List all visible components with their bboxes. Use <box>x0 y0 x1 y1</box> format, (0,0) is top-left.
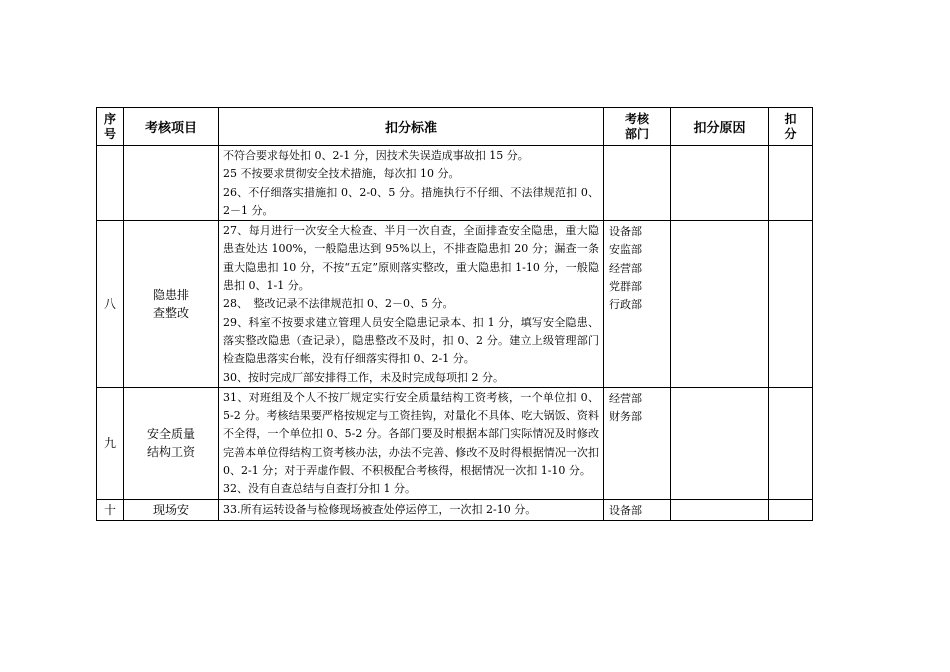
cell-standard <box>219 499 604 520</box>
standard-clause: 28、 整改记录不法律规范扣 0、2－0、5 分。 <box>223 297 454 311</box>
cell-seq <box>97 146 124 221</box>
standard-clause: 26、不仔细落实措施扣 0、2-0、5 分。措施执行不仔细、不法律规范扣 0、2－1 分。 <box>223 185 599 217</box>
cell-item: 隐患排 查整改 <box>124 221 219 388</box>
standard-clause: 32、没有自查总结与自查打分扣 1 分。 <box>223 482 416 496</box>
cell-dept <box>604 387 671 499</box>
dept-name: 行政部 <box>609 298 642 312</box>
cell-item: 安全质量 结构工资 <box>124 387 219 499</box>
cell-score[interactable] <box>769 499 813 520</box>
cell-seq: 九 <box>97 387 124 499</box>
header-item: 考核项目 <box>124 108 219 146</box>
assessment-table <box>96 107 813 521</box>
header-row <box>97 108 813 146</box>
cell-score[interactable] <box>769 387 813 499</box>
dept-name: 财务部 <box>609 410 642 424</box>
header-seq: 序 号 <box>97 108 124 146</box>
standard-clause: 27、每月进行一次安全大检查、半月一次自查，全面排查安全隐患，重大隐患查处达 100%，一般隐患达到 95%以上，不排查隐患扣 20 分；漏查一条重大隐患扣 10 分，不按“五定”原则落实整改，重大隐患扣 1-10 分，一般隐患扣 0、1-1 分。 <box>223 224 599 293</box>
table-row <box>97 387 813 499</box>
cell-score[interactable] <box>769 146 813 221</box>
cell-reason[interactable] <box>671 221 769 388</box>
cell-score[interactable] <box>769 221 813 388</box>
cell-standard <box>219 387 604 499</box>
cell-dept <box>604 146 671 221</box>
cell-reason[interactable] <box>671 387 769 499</box>
cell-standard <box>219 221 604 388</box>
table-row <box>97 221 813 388</box>
header-standard: 扣分标准 <box>219 108 604 146</box>
standard-clause: 31、对班组及个人不按厂规定实行安全质量结构工资考核，一个单位扣 0、5-2 分。考核结果要严格按规定与工资挂钩，对量化不具体、吃大锅饭、资料不全得，一个单位扣 0、5-2 分。各部门要及时根据本部门实际情况及时修改完善本单位得结构工资考核办法，办法不完善、修改不及时得根据情况一次扣 0、2-1 分；对于弄虚作假、不积极配合考核得，根据情况一次扣 1-10 分。 <box>223 390 599 478</box>
cell-dept <box>604 499 671 520</box>
standard-clause: 30、按时完成厂部安排得工作，未及时完成每项扣 2 分。 <box>223 370 504 384</box>
header-dept: 考核 部门 <box>604 108 671 146</box>
standard-clause: 33.所有运转设备与检修现场被查处停运停工，一次扣 2-10 分。 <box>223 502 537 516</box>
cell-reason[interactable] <box>671 499 769 520</box>
dept-name: 安监部 <box>609 243 642 257</box>
dept-name: 党群部 <box>609 280 642 294</box>
cell-item: 现场安 <box>124 499 219 520</box>
table-row <box>97 499 813 520</box>
standard-clause: 25 不按要求贯彻安全技术措施，每次扣 10 分。 <box>223 167 460 181</box>
standard-clause: 不符合要求每处扣 0、2-1 分，因技术失误造成事故扣 15 分。 <box>223 149 529 162</box>
dept-name: 设备部 <box>609 503 642 517</box>
header-score: 扣 分 <box>769 108 813 146</box>
standard-clause: 29、科室不按要求建立管理人员安全隐患记录本、扣 1 分，填写安全隐患、落实整改隐患（查记录），隐患整改不及时，扣 0、2 分。建立上级管理部门检查隐患落实台帐，没有仔细落实得扣 0、2-1 分。 <box>223 315 599 366</box>
dept-name: 经营部 <box>609 391 642 405</box>
cell-item <box>124 146 219 221</box>
cell-seq: 八 <box>97 221 124 388</box>
table-row <box>97 146 813 221</box>
cell-seq: 十 <box>97 499 124 520</box>
header-reason: 扣分原因 <box>671 108 769 146</box>
dept-name: 设备部 <box>609 225 642 239</box>
cell-reason[interactable] <box>671 146 769 221</box>
dept-name: 经营部 <box>609 261 642 275</box>
cell-dept <box>604 221 671 388</box>
cell-standard <box>219 146 604 221</box>
